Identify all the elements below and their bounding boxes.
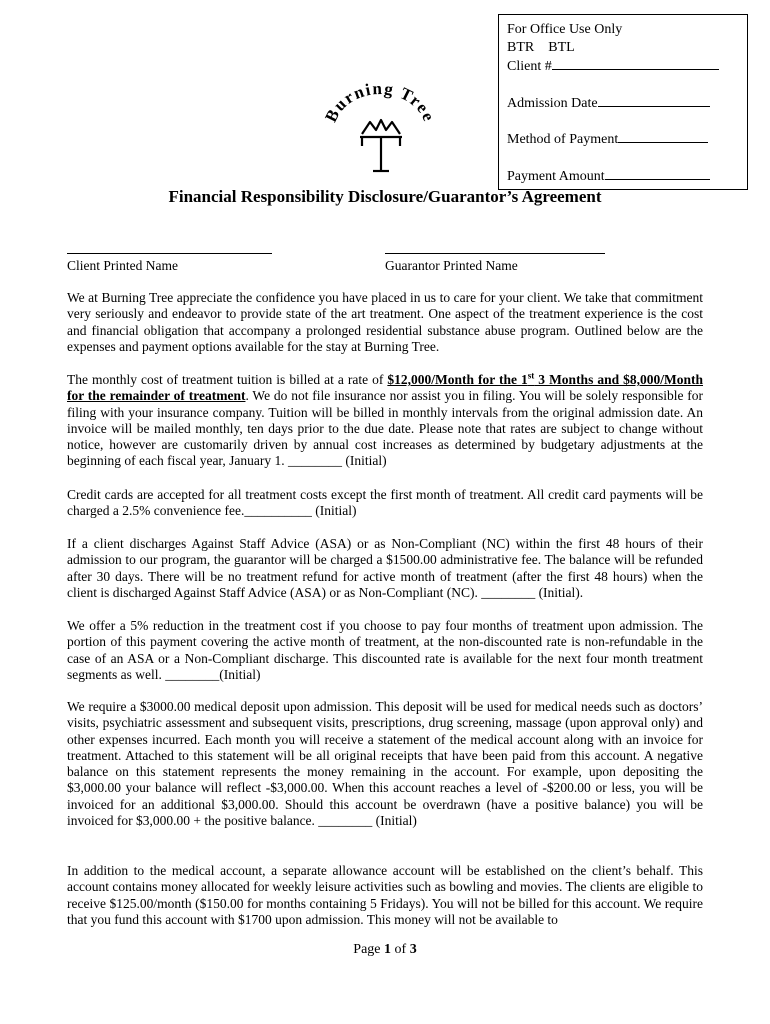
logo-text: Burning Tree bbox=[321, 82, 439, 126]
document-title: Financial Responsibility Disclosure/Guarantor’s Agreement bbox=[168, 187, 602, 206]
medical-deposit-paragraph: We require a $3000.00 medical deposit upon admission. This deposit will be used for medical needs such as doctors’ visits, psychiatric assessment and subsequent visits, prescriptions, drug screening, massage (upon approval only) and other expenses incurred. Each month you will receive a statement of the medical account along with an invoice for treatment. Attached to this statement will be all original receipts that have been paid from this account. A negative balance on this statement represents the money remaining in the account. For example, upon depositing the $3,000.00 your balance will reflect -$3,000.00. When this account reaches a level of -$200.00 or less, you will be invoiced for an additional $3,000.00. Should this account be overdrawn (have a positive balance) you will be invoiced for $3,000.00 + the positive balance. ________ (Initial) bbox=[67, 699, 703, 829]
tuition-paragraph: The monthly cost of treatment tuition is billed at a rate of $12,000/Month for the 1st 3 Months and $8,000/Month for the remainder of treatment. We do not file insurance nor assist you in filing. You will be solely responsible for filing with your insurance company. Tuition will be billed in monthly intervals from the original admission date. An invoice will be mailed monthly, ten days prior to the due date. Please note that rates are subject to change without notice, however are customarily driven by annual cost increases as determined by budgetary adjustments at the beginning of each fiscal year, January 1. ________ (Initial) bbox=[67, 370, 703, 469]
payment-amount-blank bbox=[605, 166, 710, 180]
office-use-codes: BTR BTL bbox=[507, 39, 575, 55]
tuition-rate-text: $12,000/Month for the 1st 3 Months and $8,000/Month for the remainder of treatment bbox=[67, 370, 703, 404]
method-of-payment-blank bbox=[618, 129, 708, 143]
discharge-paragraph: If a client discharges Against Staff Advice (ASA) or as Non-Compliant (NC) within the first 48 hours of their admission to our program, the guarantor will be charged a $1500.00 administrative fee. The balance will be refunded after 30 days. There will be no treatment refund for active month of treatment (after the first 48 hours) when the client is discharged Against Staff Advice (ASA) or as Non-Compliant (NC). ________ (Initial). bbox=[67, 536, 703, 600]
client-name-label: Client Printed Name bbox=[67, 258, 178, 273]
admission-date-field bbox=[507, 93, 739, 113]
guarantor-name-signature-line bbox=[385, 253, 605, 254]
allowance-paragraph: In addition to the medical account, a separate allowance account will be established on the client’s behalf. This account contains money allocated for weekly leisure activities such as bowling and movies. The clients are eligible to receive $125.00/month ($150.00 for months containing 5 Fridays). You will not be billed for this account. We require that you fund this account with $1700 upon admission. This money will not be available to bbox=[67, 863, 703, 927]
page-number: Page 1 of 3 bbox=[353, 942, 417, 957]
guarantor-name-label: Guarantor Printed Name bbox=[385, 258, 518, 273]
office-use-heading: For Office Use Only bbox=[507, 22, 623, 37]
payment-amount-field bbox=[507, 166, 739, 186]
office-use-box bbox=[498, 14, 748, 190]
client-number-blank bbox=[552, 56, 719, 70]
client-number-field bbox=[507, 56, 739, 76]
credit-card-paragraph: Credit cards are accepted for all treatment costs except the first month of treatment. All credit card payments will be charged a 2.5% convenience fee.__________ (Initial) bbox=[67, 487, 703, 519]
client-number-label: Client # bbox=[507, 59, 552, 74]
method-of-payment-field bbox=[507, 129, 739, 149]
admission-date-blank bbox=[598, 93, 710, 107]
method-of-payment-label: Method of Payment bbox=[507, 132, 619, 147]
client-name-signature-line bbox=[67, 253, 272, 254]
discount-paragraph: We offer a 5% reduction in the treatment cost if you choose to pay four months of treatment upon admission. The portion of this payment covering the active month of treatment, at the non-discounted rate is non-refundable in the case of an ASA or a Non-Compliant discharge. This discounted rate is available for the next four month treatment segments as well. ________(Initial) bbox=[67, 618, 703, 682]
intro-paragraph: We at Burning Tree appreciate the confidence you have placed in us to care for your client. We take that commitment very seriously and endeavor to provide state of the art treatment. One aspect of the treatment experience is the cost and financial obligation that accompany a prolonged residential substance abuse program. Outlined below are the expenses and payment options available for the stay at Burning Tree. bbox=[67, 290, 703, 354]
admission-date-label: Admission Date bbox=[507, 95, 598, 111]
burning-tree-logo bbox=[320, 82, 440, 182]
payment-amount-label: Payment Amount bbox=[507, 168, 605, 184]
tree-icon bbox=[360, 120, 402, 171]
